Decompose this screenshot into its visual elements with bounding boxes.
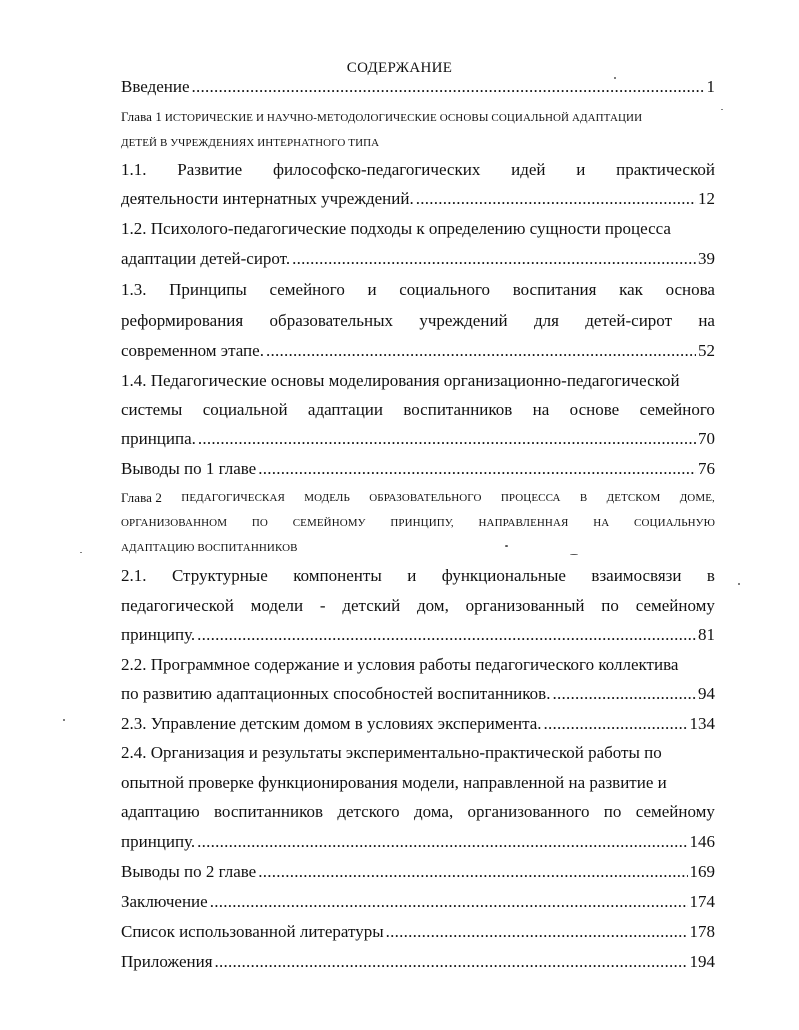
toc-label: принципу. [121, 832, 196, 851]
chapter-1-heading-line-1 [121, 110, 715, 125]
word: воспитания [512, 280, 597, 299]
word: СОЦИАЛЬНУЮ [634, 517, 715, 529]
toc-entry-conclusions-2 [121, 861, 715, 883]
word: НА [593, 517, 610, 529]
toc-label: принципа. [121, 429, 196, 448]
word: НАПРАВЛЕННАЯ [478, 517, 569, 529]
word: ОБРАЗОВАТЕЛЬНОГО [369, 492, 482, 504]
toc-label: принципу. [121, 625, 196, 644]
word: воспитанников [214, 802, 323, 821]
toc-entry-2-4-line-4 [121, 831, 715, 853]
leader-dots [197, 624, 696, 646]
word: по [603, 802, 622, 821]
toc-page: 169 [689, 862, 715, 881]
chapter-lead: Глава 1 [121, 109, 162, 124]
word: взаимосвязи [591, 566, 682, 585]
leader-dots [292, 248, 696, 270]
toc-page: 12 [698, 189, 715, 208]
word: ПО [251, 517, 268, 529]
toc-entry-1-4-line-3 [121, 428, 715, 450]
word: как [619, 280, 643, 299]
chapter-lead: Глава 2 [121, 490, 162, 505]
word: в [706, 566, 715, 585]
word: на [698, 311, 715, 330]
word: 2.1. [121, 566, 147, 585]
toc-page: 194 [689, 952, 715, 971]
leader-dots [386, 921, 688, 943]
toc-entry-1-4-line-1: 1.4. Педагогические основы моделирования организационно-педагогической [121, 371, 680, 390]
leader-dots [192, 76, 705, 98]
leader-dots [266, 340, 696, 362]
toc-entry-1-3-line-3 [121, 340, 715, 362]
scan-speck [738, 583, 740, 585]
toc-page: 1 [706, 77, 715, 96]
toc-entry-2-2-line-2 [121, 683, 715, 705]
word: и [407, 566, 417, 585]
word: социальной [202, 400, 288, 419]
word: ДЕТСКОМ [606, 492, 661, 504]
word: В [579, 492, 588, 504]
toc-entry-1-1-line-1 [121, 159, 715, 181]
word: социального [399, 280, 491, 299]
chapter-2-heading-line-2 [121, 516, 715, 530]
toc-entry-references [121, 921, 715, 943]
word: философско-педагогических [272, 160, 481, 179]
word: ПРИНЦИПУ, [390, 517, 454, 529]
word: Развитие [177, 160, 243, 179]
word: Структурные [171, 566, 268, 585]
word: системы [121, 400, 183, 419]
toc-page: 94 [698, 684, 715, 703]
toc-page: 81 [698, 625, 715, 644]
word: детского [337, 802, 400, 821]
word: ОРГАНИЗОВАННОМ [121, 517, 228, 529]
leader-dots [552, 683, 696, 705]
chapter-2-heading-line-1 [121, 491, 715, 505]
toc-label: современном этапе. [121, 341, 264, 360]
word: ПЕДАГОГИЧЕСКАЯ [181, 492, 285, 504]
leader-dots [416, 188, 696, 210]
page-title: СОДЕРЖАНИЕ [346, 60, 453, 76]
chapter-title-part: ИСТОРИЧЕСКИЕ И НАУЧНО-МЕТОДОЛОГИЧЕСКИЕ ОСНОВЫ СОЦИАЛЬНОЙ АДАПТАЦИИ [164, 112, 643, 124]
word: СЕМЕЙНОМУ [292, 517, 366, 529]
word: образовательных [269, 311, 393, 330]
word: адаптацию [121, 802, 200, 821]
scan-speck [721, 109, 723, 110]
toc-entry-1-1-line-2 [121, 188, 715, 210]
word: практической [616, 160, 715, 179]
toc-label: Введение [121, 77, 190, 96]
toc-label: деятельности интернатных учреждений. [121, 189, 414, 208]
toc-entry-2-1-line-3 [121, 624, 715, 646]
toc-entry-1-2-line-1: 1.2. Психолого-педагогические подходы к определению сущности процесса [121, 219, 671, 238]
word: МОДЕЛЬ [304, 492, 350, 504]
leader-dots [215, 951, 688, 973]
leader-dots [258, 458, 696, 480]
toc-page: 134 [689, 714, 715, 733]
toc-entry-2-4-line-1: 2.4. Организация и результаты экспериментально-практической работы по [121, 743, 662, 762]
toc-page: 146 [689, 832, 715, 851]
toc-entry-2-4-line-3 [121, 801, 715, 823]
toc-entry-2-2-line-1: 2.2. Программное содержание и условия работы педагогического коллектива [121, 655, 679, 674]
word: по [601, 596, 619, 615]
word: воспитанников [403, 400, 513, 419]
toc-page: 39 [698, 249, 715, 268]
word: функциональные [441, 566, 566, 585]
word: основа [665, 280, 715, 299]
chapter-2-heading-line-3: АДАПТАЦИЮ ВОСПИТАННИКОВ [121, 542, 298, 554]
leader-dots [197, 831, 687, 853]
toc-label: по развитию адаптационных способностей воспитанников. [121, 684, 551, 703]
toc-label: Выводы по 2 главе [121, 862, 257, 881]
toc-page: 174 [689, 892, 715, 911]
toc-label: адаптации детей-сирот. [121, 249, 291, 268]
word: компоненты [293, 566, 382, 585]
toc-page: 76 [698, 459, 715, 478]
toc-entry-conclusions-1 [121, 458, 715, 480]
toc-page: 178 [689, 922, 715, 941]
word: модели [250, 596, 304, 615]
toc-label: 2.3. Управление детским домом в условиях эксперимента. [121, 714, 542, 733]
toc-entry-conclusion [121, 891, 715, 913]
word: идей [511, 160, 546, 179]
word: основе [569, 400, 620, 419]
toc-entry-1-3-line-2 [121, 310, 715, 332]
word: детей-сирот [585, 311, 673, 330]
scan-speck [80, 552, 82, 553]
toc-label: Выводы по 1 главе [121, 459, 257, 478]
word: ДОМЕ, [679, 492, 715, 504]
word: 1.3. [121, 280, 147, 299]
toc-entry-1-4-line-2 [121, 399, 715, 421]
toc-entry-appendix [121, 951, 715, 973]
word: семейного [639, 400, 715, 419]
word: 1.1. [121, 160, 147, 179]
word: ПРОЦЕССА [500, 492, 561, 504]
word: педагогической [121, 596, 234, 615]
word: семейному [635, 596, 715, 615]
word: дом, [416, 596, 449, 615]
scan-speck [505, 545, 508, 547]
leader-dots [198, 428, 696, 450]
word: на [532, 400, 550, 419]
toc-label: Заключение [121, 892, 208, 911]
leader-dots [544, 713, 688, 735]
word: семейного [269, 280, 345, 299]
word: дома, [413, 802, 454, 821]
toc-label: Приложения [121, 952, 213, 971]
leader-dots [258, 861, 687, 883]
word: учреждений [419, 311, 508, 330]
scan-speck [63, 719, 65, 721]
word: - [319, 596, 326, 615]
toc-label: Список использованной литературы [121, 922, 384, 941]
toc-page: 52 [698, 341, 715, 360]
chapter-1-heading-line-2: ДЕТЕЙ В УЧРЕЖДЕНИЯХ ИНТЕРНАТНОГО ТИПА [121, 137, 380, 149]
toc-entry-2-3 [121, 713, 715, 735]
scan-speck [570, 554, 578, 555]
scan-speck [614, 77, 616, 79]
leader-dots [210, 891, 688, 913]
toc-entry-2-1-line-1 [121, 565, 715, 587]
word: детский [342, 596, 401, 615]
word: семейному [635, 802, 715, 821]
word: организованный [465, 596, 585, 615]
toc-page: 70 [698, 429, 715, 448]
word: организованного [467, 802, 590, 821]
toc-entry-1-2-line-2 [121, 248, 715, 270]
toc-entry-intro [121, 76, 715, 98]
toc-entry-2-4-line-2: опытной проверке функционирования модели, направленной на развитие и [121, 773, 667, 792]
word: и [576, 160, 586, 179]
toc-entry-2-1-line-2 [121, 595, 715, 617]
word: Принципы [169, 280, 247, 299]
word: адаптации [307, 400, 383, 419]
toc-entry-1-3-line-1 [121, 279, 715, 301]
word: и [367, 280, 377, 299]
word: реформирования [121, 311, 244, 330]
word: для [533, 311, 559, 330]
